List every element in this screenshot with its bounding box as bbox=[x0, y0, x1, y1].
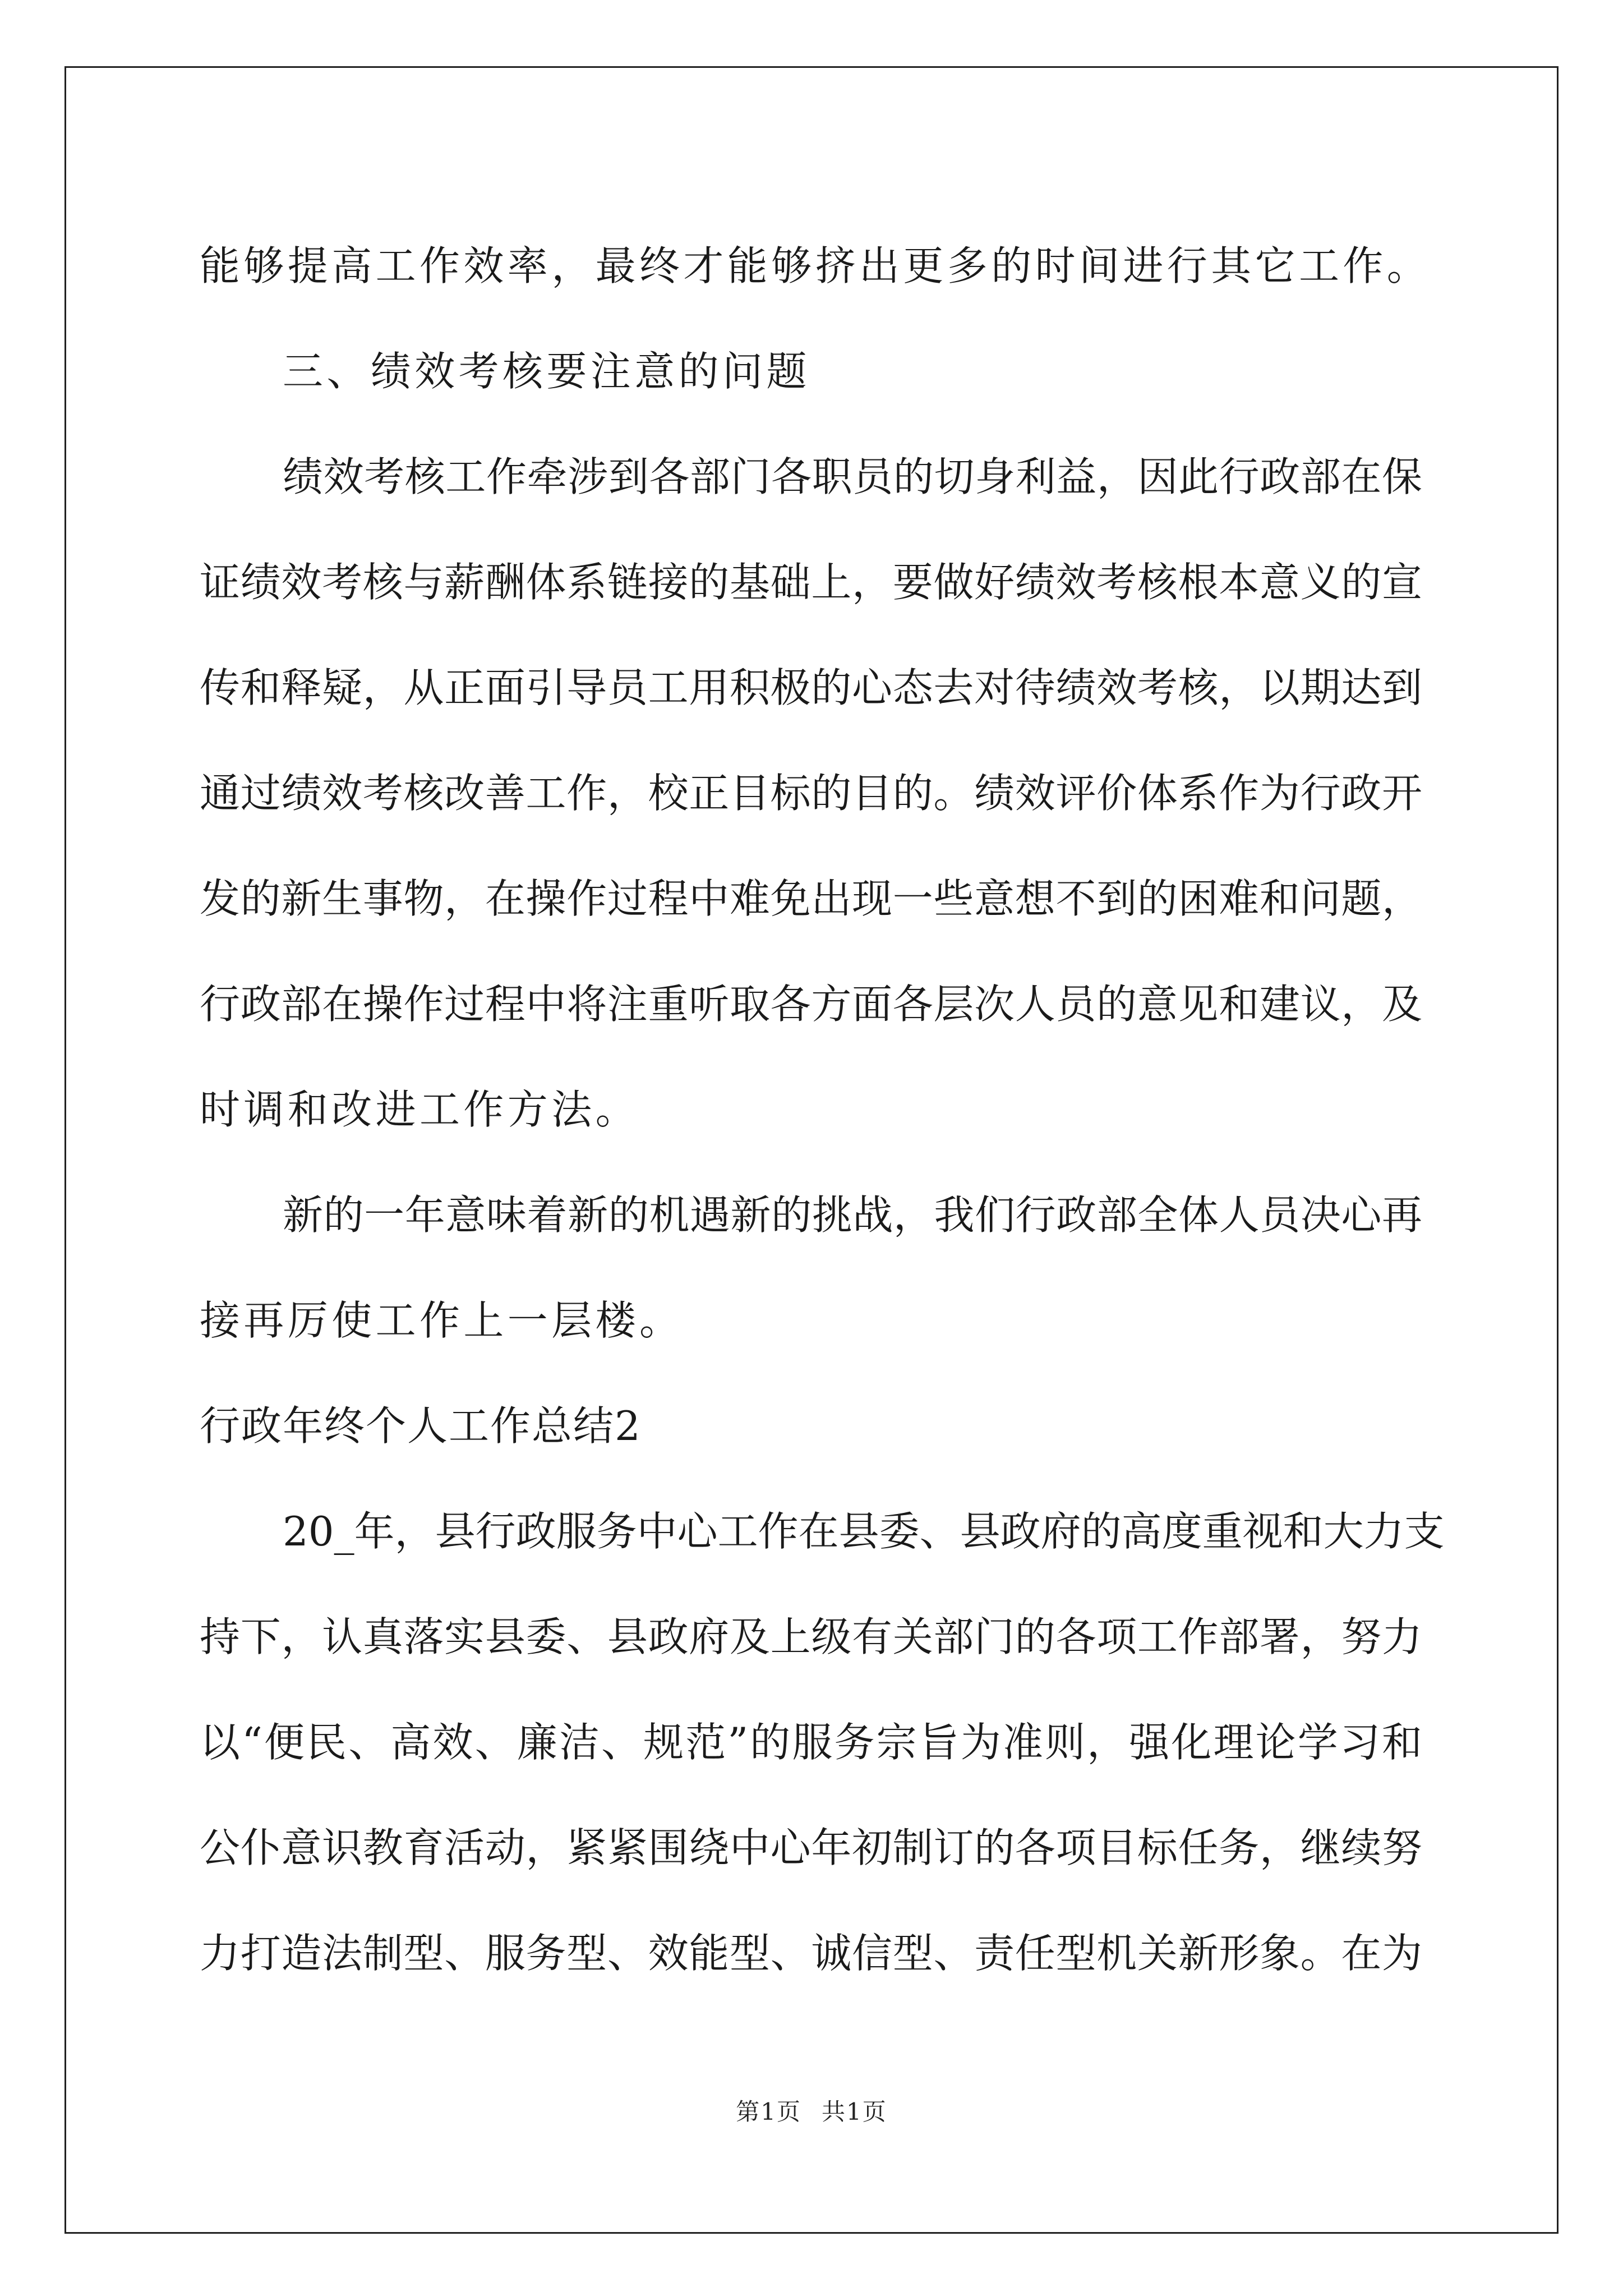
paragraph-line: 绩效考核工作牵涉到各部门各职员的切身利益，因此行政部在保 bbox=[283, 453, 1422, 500]
document-body bbox=[200, 213, 1445, 2006]
paragraph-line: 传和释疑，从正面引导员工用积极的心态去对待绩效考核，以期达到 bbox=[200, 664, 1422, 711]
paragraph-line: 20_年，县行政服务中心工作在县委、县政府的高度重视和大力支 bbox=[283, 1508, 1445, 1555]
paragraph-line: 通过绩效考核改善工作，校正目标的目的。绩效评价体系作为行政开 bbox=[200, 770, 1422, 817]
document-title: 行政年终个人工作总结2 bbox=[200, 1402, 642, 1450]
paragraph-line: 接再厉使工作上一层楼。 bbox=[200, 1297, 684, 1344]
paragraph-line: 发的新生事物，在操作过程中难免出现一些意想不到的困难和问题， bbox=[200, 875, 1422, 922]
paragraph-line: 以“便民、高效、廉洁、规范”的服务宗旨为准则，强化理论学习和 bbox=[200, 1719, 1422, 1766]
paragraph-line: 新的一年意味着新的机遇新的挑战，我们行政部全体人员决心再 bbox=[283, 1191, 1422, 1239]
page-number: 第1页 bbox=[736, 2098, 801, 2125]
paragraph-line: 能够提高工作效率，最终才能够挤出更多的时间进行其它工作。 bbox=[200, 242, 1431, 289]
paragraph-line: 时调和改进工作方法。 bbox=[200, 1086, 640, 1133]
paragraph-line: 证绩效考核与薪酬体系链接的基础上，要做好绩效考核根本意义的宣 bbox=[200, 559, 1422, 606]
paragraph-line: 持下，认真落实县委、县政府及上级有关部门的各项工作部署，努力 bbox=[200, 1613, 1422, 1660]
section-heading: 三、绩效考核要注意的问题 bbox=[283, 348, 810, 395]
page-footer bbox=[0, 2095, 1623, 2129]
page-total: 共1页 bbox=[822, 2098, 887, 2125]
paragraph-line: 公仆意识教育活动，紧紧围绕中心年初制订的各项目标任务，继续努 bbox=[200, 1824, 1422, 1871]
paragraph-line: 行政部在操作过程中将注重听取各方面各层次人员的意见和建议，及 bbox=[200, 981, 1422, 1028]
paragraph-line: 力打造法制型、服务型、效能型、诚信型、责任型机关新形象。在为 bbox=[200, 1930, 1422, 1977]
